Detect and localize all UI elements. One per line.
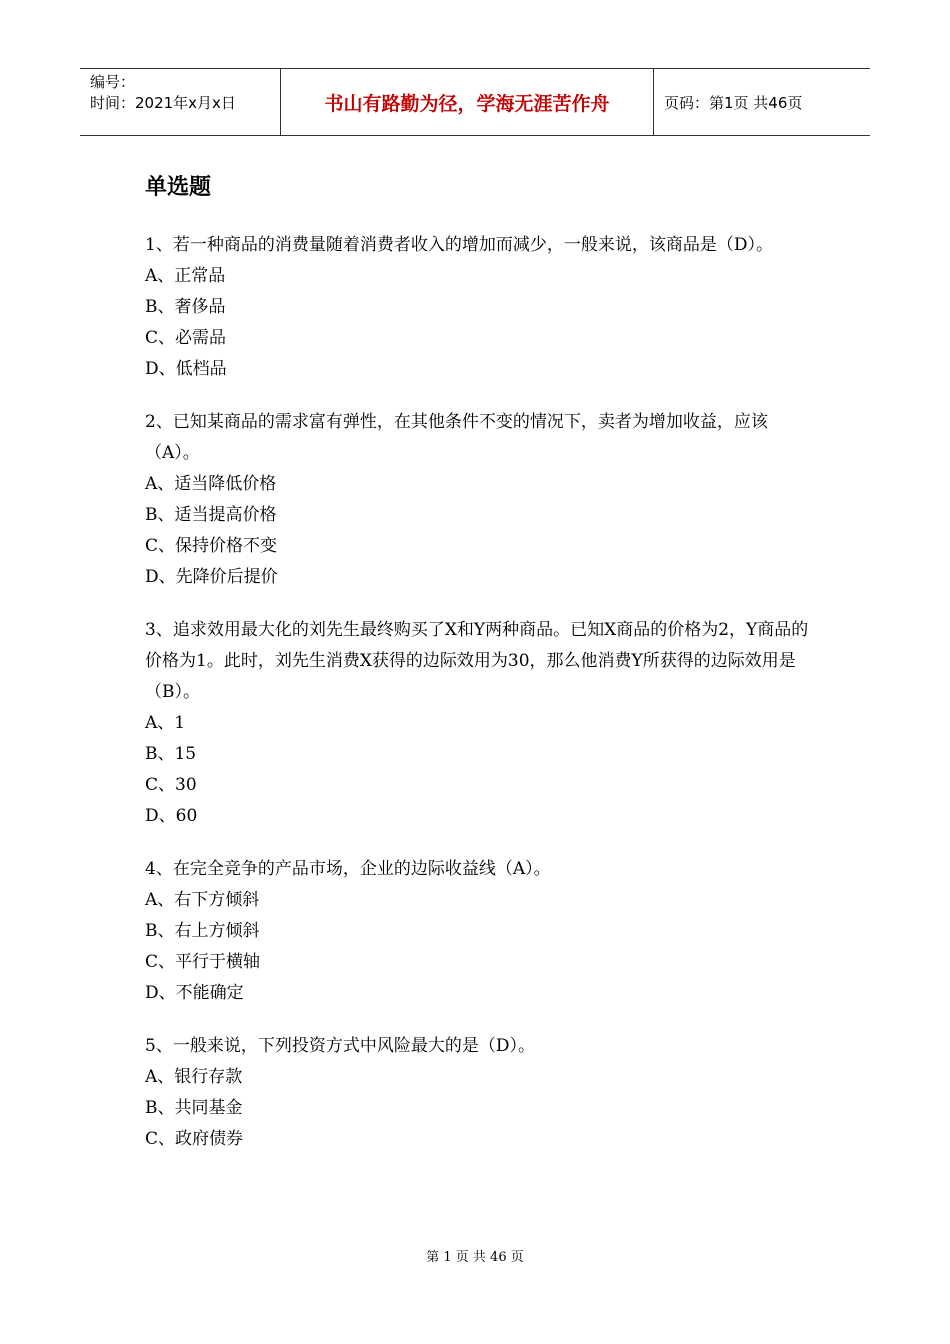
option-c: C、政府债券 xyxy=(145,1129,244,1149)
option-d: D、先降价后提价 xyxy=(145,567,278,587)
header-meta xyxy=(80,69,281,135)
question-item xyxy=(145,407,815,593)
question-item xyxy=(145,1031,815,1155)
option-b: B、适当提高价格 xyxy=(145,505,277,525)
option-b: B、共同基金 xyxy=(145,1098,243,1118)
header-motto: 书山有路勤为径，学海无涯苦作舟 xyxy=(281,69,654,135)
page-footer: 第 1 页 共 46 页 xyxy=(426,1250,524,1265)
option-c: C、保持价格不变 xyxy=(145,536,278,556)
question-item xyxy=(145,854,815,1009)
option-b: B、15 xyxy=(145,744,197,764)
question-stem: 4、在完全竞争的产品市场，企业的边际收益线（A）。 xyxy=(145,859,551,879)
option-d: D、不能确定 xyxy=(145,983,244,1003)
option-d: D、低档品 xyxy=(145,359,227,379)
option-a: A、银行存款 xyxy=(145,1067,243,1087)
option-c: C、必需品 xyxy=(145,328,227,348)
question-stem: 2、已知某商品的需求富有弹性，在其他条件不变的情况下，卖者为增加收益，应该（A）。 xyxy=(145,412,768,463)
question-item xyxy=(145,230,815,385)
header-page-info: 页码：第1页 共46页 xyxy=(664,93,803,112)
option-c: C、30 xyxy=(145,775,197,795)
option-a: A、1 xyxy=(145,713,186,733)
option-c: C、平行于横轴 xyxy=(145,952,261,972)
option-a: A、右下方倾斜 xyxy=(145,890,260,910)
page-header xyxy=(80,68,870,136)
question-stem: 5、一般来说，下列投资方式中风险最大的是（D）。 xyxy=(145,1036,535,1056)
question-item xyxy=(145,615,815,832)
option-d: D、60 xyxy=(145,806,198,826)
section-title: 单选题 xyxy=(145,175,212,200)
option-a: A、正常品 xyxy=(145,266,226,286)
question-stem: 3、追求效用最大化的刘先生最终购买了X和Y两种商品。已知X商品的价格为2，Y商品的价格为1。此时，刘先生消费X获得的边际效用为30，那么他消费Y所获得的边际效用是（B）。 xyxy=(145,620,809,702)
time-label: 时间：2021年x月x日 xyxy=(90,94,236,112)
option-b: B、右上方倾斜 xyxy=(145,921,260,941)
option-b: B、奢侈品 xyxy=(145,297,226,317)
option-a: A、适当降低价格 xyxy=(145,474,277,494)
number-label: 编号： xyxy=(90,73,136,91)
question-stem: 1、若一种商品的消费量随着消费者收入的增加而减少，一般来说，该商品是（D）。 xyxy=(145,235,773,255)
question-list xyxy=(145,230,815,1177)
